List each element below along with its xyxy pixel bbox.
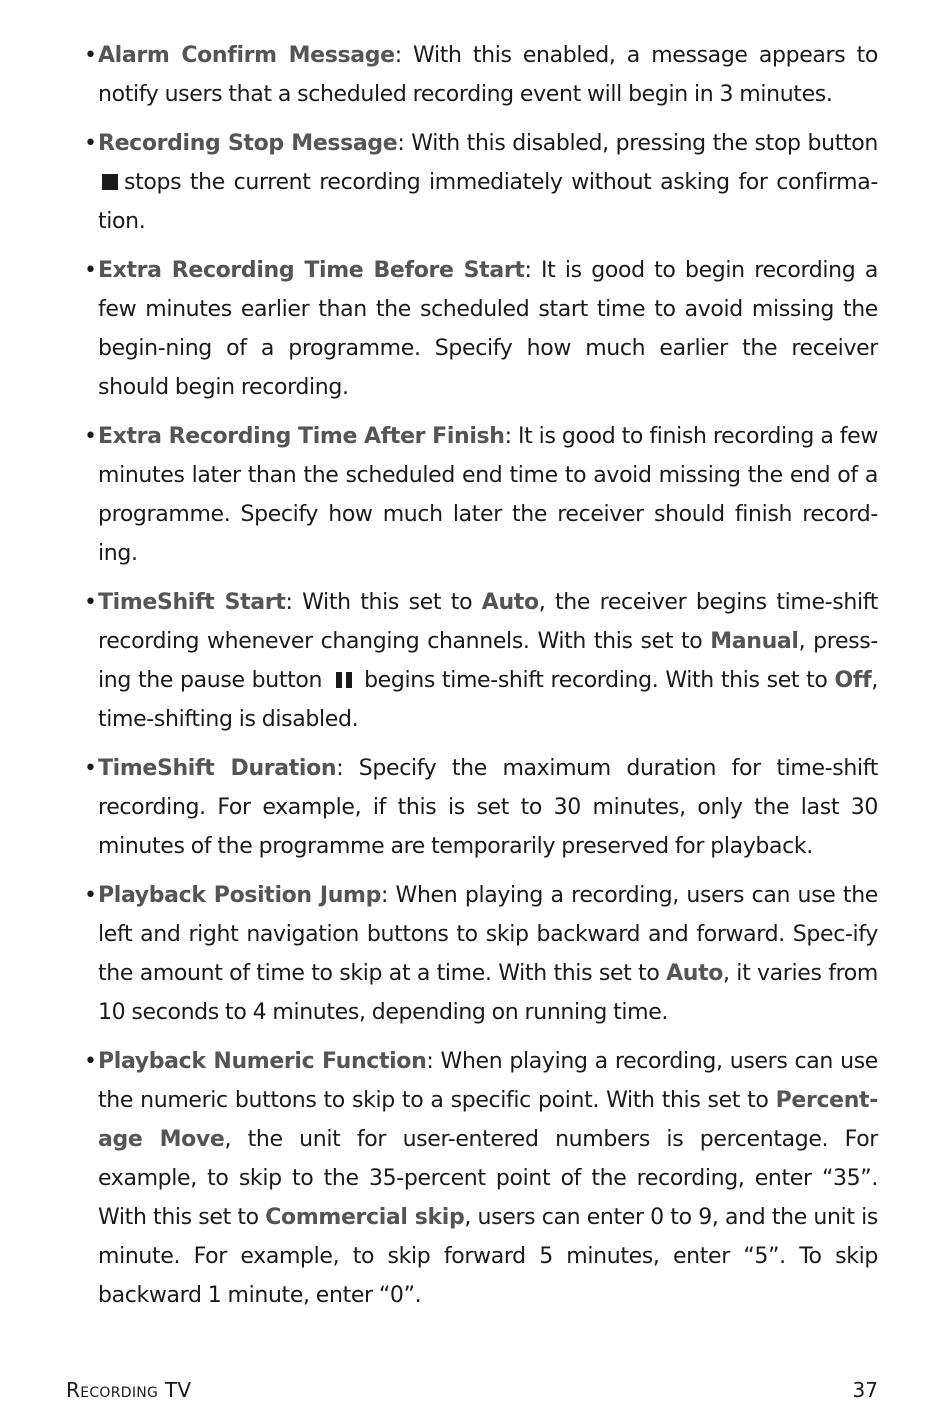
list-item-recording-stop-message — [84, 124, 878, 241]
term-playback-numeric-function: Playback Numeric Function — [98, 1049, 427, 1074]
page-content — [84, 36, 878, 1325]
stop-button-icon — [102, 174, 118, 190]
list-item-alarm-confirm-message — [84, 36, 878, 114]
bullet: • — [84, 883, 97, 908]
keyword-off: Off — [834, 668, 872, 693]
description: , the receiver begins time-shift recording whenever changing channels. With this set to — [98, 590, 878, 654]
footer-section-title: Recording TV — [66, 1378, 192, 1402]
page-number: 37 — [852, 1378, 878, 1402]
term-extra-recording-time-before-start: Extra Recording Time Before Start — [98, 258, 525, 283]
bullet: • — [84, 258, 97, 283]
list-item-timeshift-start — [84, 583, 878, 739]
description: , time-shifting is disabled. — [98, 668, 878, 732]
bullet: • — [84, 1049, 97, 1074]
description: : When playing a recording, users can use the left and right navigation buttons to skip backward and forward. Spec-ify the amount of time to skip at a time. With this set to — [98, 883, 878, 986]
list-item-playback-numeric-function — [84, 1042, 878, 1315]
keyword-percentage-move: Percent-age Move — [98, 1088, 878, 1152]
description: , it varies from 10 seconds to 4 minutes, depending on running time. — [98, 961, 878, 1025]
keyword-auto: Auto — [666, 961, 724, 986]
pause-button-icon — [336, 672, 352, 688]
keyword-commercial-skip: Commercial skip — [265, 1205, 465, 1230]
bullet: • — [84, 43, 97, 68]
term-playback-position-jump: Playback Position Jump — [98, 883, 381, 908]
term-alarm-confirm-message: Alarm Confirm Message — [98, 43, 395, 68]
list-item-timeshift-duration — [84, 749, 878, 866]
list-item-playback-position-jump — [84, 876, 878, 1032]
description: , press-ing the pause button — [98, 629, 878, 693]
list-item-extra-recording-time-before-start — [84, 251, 878, 407]
list-item-extra-recording-time-after-finish — [84, 417, 878, 573]
description: : It is good to begin recording a few minutes earlier than the scheduled start time to avoid missing the begin-ning of a programme. Specify how much earlier the receiver should begin recording. — [98, 258, 878, 400]
bullet: • — [84, 756, 97, 781]
bullet: • — [84, 131, 97, 156]
description: : With this disabled, pressing the stop button — [397, 131, 878, 156]
description-continued: stops the current recording immediately without asking for confirma-tion. — [98, 170, 878, 234]
description: : It is good to finish recording a few minutes later than the scheduled end time to avoid missing the end of a programme. Specify how much later the receiver should finish record-ing. — [98, 424, 878, 566]
bullet: • — [84, 424, 97, 449]
description: , the unit for user-entered numbers is percentage. For example, to skip to the 35-percent point of the recording, enter “35”. With this set to — [98, 1127, 878, 1230]
description: begins time-shift recording. With this set to — [364, 668, 835, 693]
keyword-manual: Manual — [710, 629, 799, 654]
bullet: • — [84, 590, 97, 615]
description: : Specify the maximum duration for time-shift recording. For example, if this is set to 30 minutes, only the last 30 minutes of the programme are temporarily preserved for playback. — [98, 756, 878, 859]
term-timeshift-duration: TimeShift Duration — [98, 756, 337, 781]
keyword-auto: Auto — [481, 590, 539, 615]
term-recording-stop-message: Recording Stop Message — [98, 131, 398, 156]
term-timeshift-start: TimeShift Start — [98, 590, 286, 615]
description: : When playing a recording, users can use the numeric buttons to skip to a specific point. With this set to — [98, 1049, 878, 1113]
term-extra-recording-time-after-finish: Extra Recording Time After Finish — [98, 424, 505, 449]
description: : With this set to — [285, 590, 482, 615]
description: , users can enter 0 to 9, and the unit is minute. For example, to skip forward 5 minutes, enter “5”. To skip backward 1 minute, enter “0”. — [98, 1205, 878, 1308]
description: : With this enabled, a message appears to notify users that a scheduled recording event will begin in 3 minutes. — [98, 43, 878, 107]
